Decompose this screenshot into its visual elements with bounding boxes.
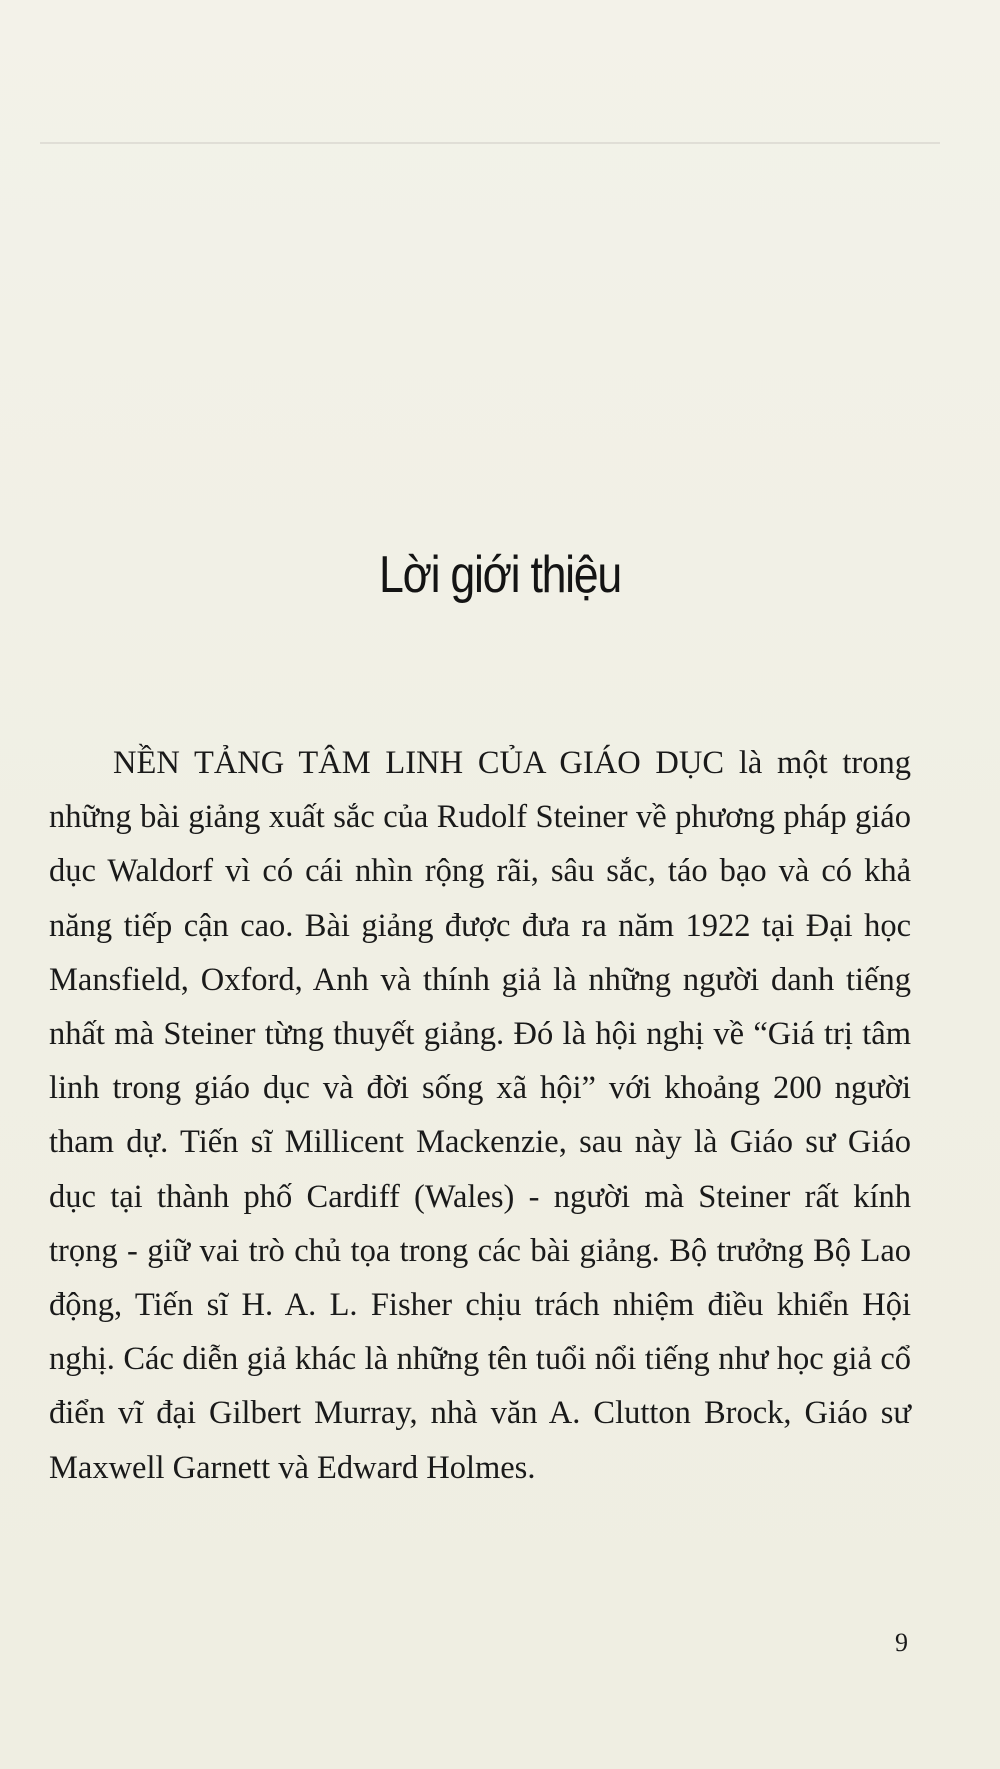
- page-number: 9: [895, 1628, 908, 1657]
- bleed-through-rule: [40, 142, 940, 144]
- intro-paragraph: NỀN TẢNG TÂM LINH CỦA GIÁO DỤC là một trong những bài giảng xuất sắc của Rudolf Steiner về phương pháp giáo dục Waldorf vì có cái nhìn rộng rãi, sâu sắc, táo bạo và có khả năng tiếp cận cao. Bài giảng được đưa ra năm 1922 tại Đại học Mansfield, Oxford, Anh và thính giả là những người danh tiếng nhất mà Steiner từng thuyết giảng. Đó là hội nghị về “Giá trị tâm linh trong giáo dục và đời sống xã hội” với khoảng 200 người tham dự. Tiến sĩ Millicent Mackenzie, sau này là Giáo sư Giáo dục tại thành phố Cardiff (Wales) - người mà Steiner rất kính trọng - giữ vai trò chủ tọa trong các bài giảng. Bộ trưởng Bộ Lao động, Tiến sĩ H. A. L. Fisher chịu trách nhiệm điều khiển Hội nghị. Các diễn giả khác là những tên tuổi nổi tiếng như học giả cổ điển vĩ đại Gilbert Murray, nhà văn A. Clutton Brock, Giáo sư Maxwell Garnett và Edward Holmes.: [49, 745, 911, 1486]
- body-text: [49, 736, 911, 1495]
- chapter-title: Lời giới thiệu: [379, 545, 621, 604]
